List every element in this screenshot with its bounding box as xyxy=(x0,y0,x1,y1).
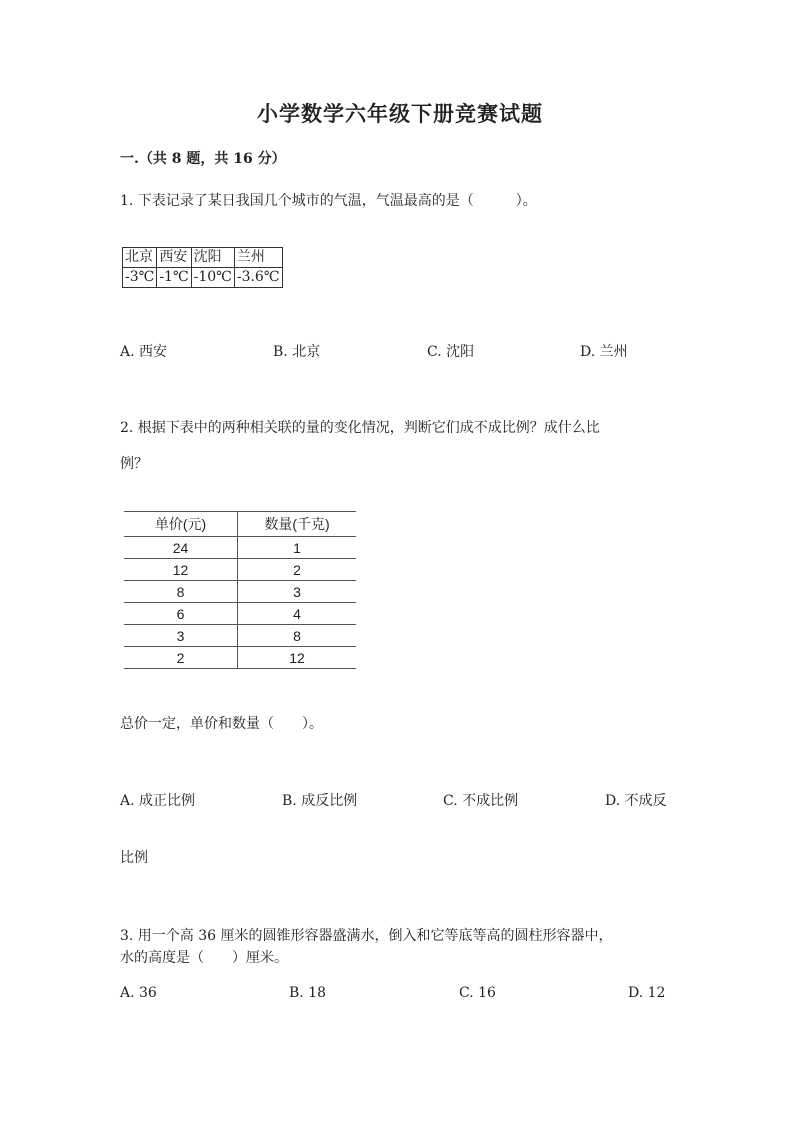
question-3-text-line-1: 3. 用一个高 36 厘米的圆锥形容器盛满水，倒入和它等底等高的圆柱形容器中， xyxy=(120,928,613,944)
table-header-cell: 数量(千克) xyxy=(238,512,357,537)
table-cell: 3 xyxy=(124,625,238,647)
question-2-text-line-1: 2. 根据下表中的两种相关联的量的变化情况，判断它们成不成比例？成什么比 xyxy=(120,420,600,436)
table-cell: 1 xyxy=(238,537,357,559)
table-header-cell: 单价(元) xyxy=(124,512,238,537)
unit-price-table xyxy=(124,511,356,669)
question-2-option-a[interactable]: A. 成正比例 xyxy=(120,793,196,809)
table-row xyxy=(124,581,356,603)
question-1-text: 1. 下表记录了某日我国几个城市的气温，气温最高的是（ ）。 xyxy=(120,193,537,209)
table-cell: 2 xyxy=(238,559,357,581)
table-row xyxy=(124,625,356,647)
question-2-option-d[interactable]: D. 不成反 xyxy=(605,793,667,809)
table-row xyxy=(124,537,356,559)
table-header-row xyxy=(124,512,356,537)
table-cell: 8 xyxy=(124,581,238,603)
table-cell: 兰州 xyxy=(234,248,282,268)
question-1-option-d[interactable]: D. 兰州 xyxy=(580,344,628,360)
question-3-text-line-2: 水的高度是（ ）厘米。 xyxy=(120,950,288,966)
table-cell: 北京 xyxy=(123,248,157,268)
question-3-option-c[interactable]: C. 16 xyxy=(459,985,496,1001)
question-2-text-line-2: 例？ xyxy=(120,456,148,472)
question-2-option-b[interactable]: B. 成反比例 xyxy=(282,793,358,809)
table-row xyxy=(124,559,356,581)
table-cell: 3 xyxy=(238,581,357,603)
question-2-prompt: 总价一定，单价和数量（ ）。 xyxy=(120,716,323,732)
table-cell: 12 xyxy=(124,559,238,581)
question-2-option-d-wrap[interactable]: 比例 xyxy=(120,850,148,866)
table-cell: 2 xyxy=(124,647,238,669)
table-row xyxy=(123,248,283,268)
table-row xyxy=(124,647,356,669)
question-3-option-b[interactable]: B. 18 xyxy=(289,985,327,1001)
table-cell: -3℃ xyxy=(123,268,157,288)
table-cell: 8 xyxy=(238,625,357,647)
table-cell: -10℃ xyxy=(191,268,234,288)
question-1-option-c[interactable]: C. 沈阳 xyxy=(427,344,475,360)
table-cell: 西安 xyxy=(157,248,191,268)
table-cell: 12 xyxy=(238,647,357,669)
table-cell: -1℃ xyxy=(157,268,191,288)
table-row xyxy=(124,603,356,625)
table-cell: -3.6℃ xyxy=(234,268,282,288)
page-title: 小学数学六年级下册竞赛试题 xyxy=(257,101,543,126)
question-1-option-a[interactable]: A. 西安 xyxy=(120,344,168,360)
section-heading: 一.（共 8 题，共 16 分） xyxy=(120,151,286,167)
question-3-option-a[interactable]: A. 36 xyxy=(120,985,157,1001)
question-1-option-b[interactable]: B. 北京 xyxy=(273,344,321,360)
table-cell: 6 xyxy=(124,603,238,625)
question-2-option-c[interactable]: C. 不成比例 xyxy=(443,793,519,809)
table-cell: 24 xyxy=(124,537,238,559)
question-3-option-d[interactable]: D. 12 xyxy=(628,985,666,1001)
table-cell: 4 xyxy=(238,603,357,625)
city-temperature-table xyxy=(122,247,283,288)
table-row xyxy=(123,268,283,288)
table-cell: 沈阳 xyxy=(191,248,234,268)
